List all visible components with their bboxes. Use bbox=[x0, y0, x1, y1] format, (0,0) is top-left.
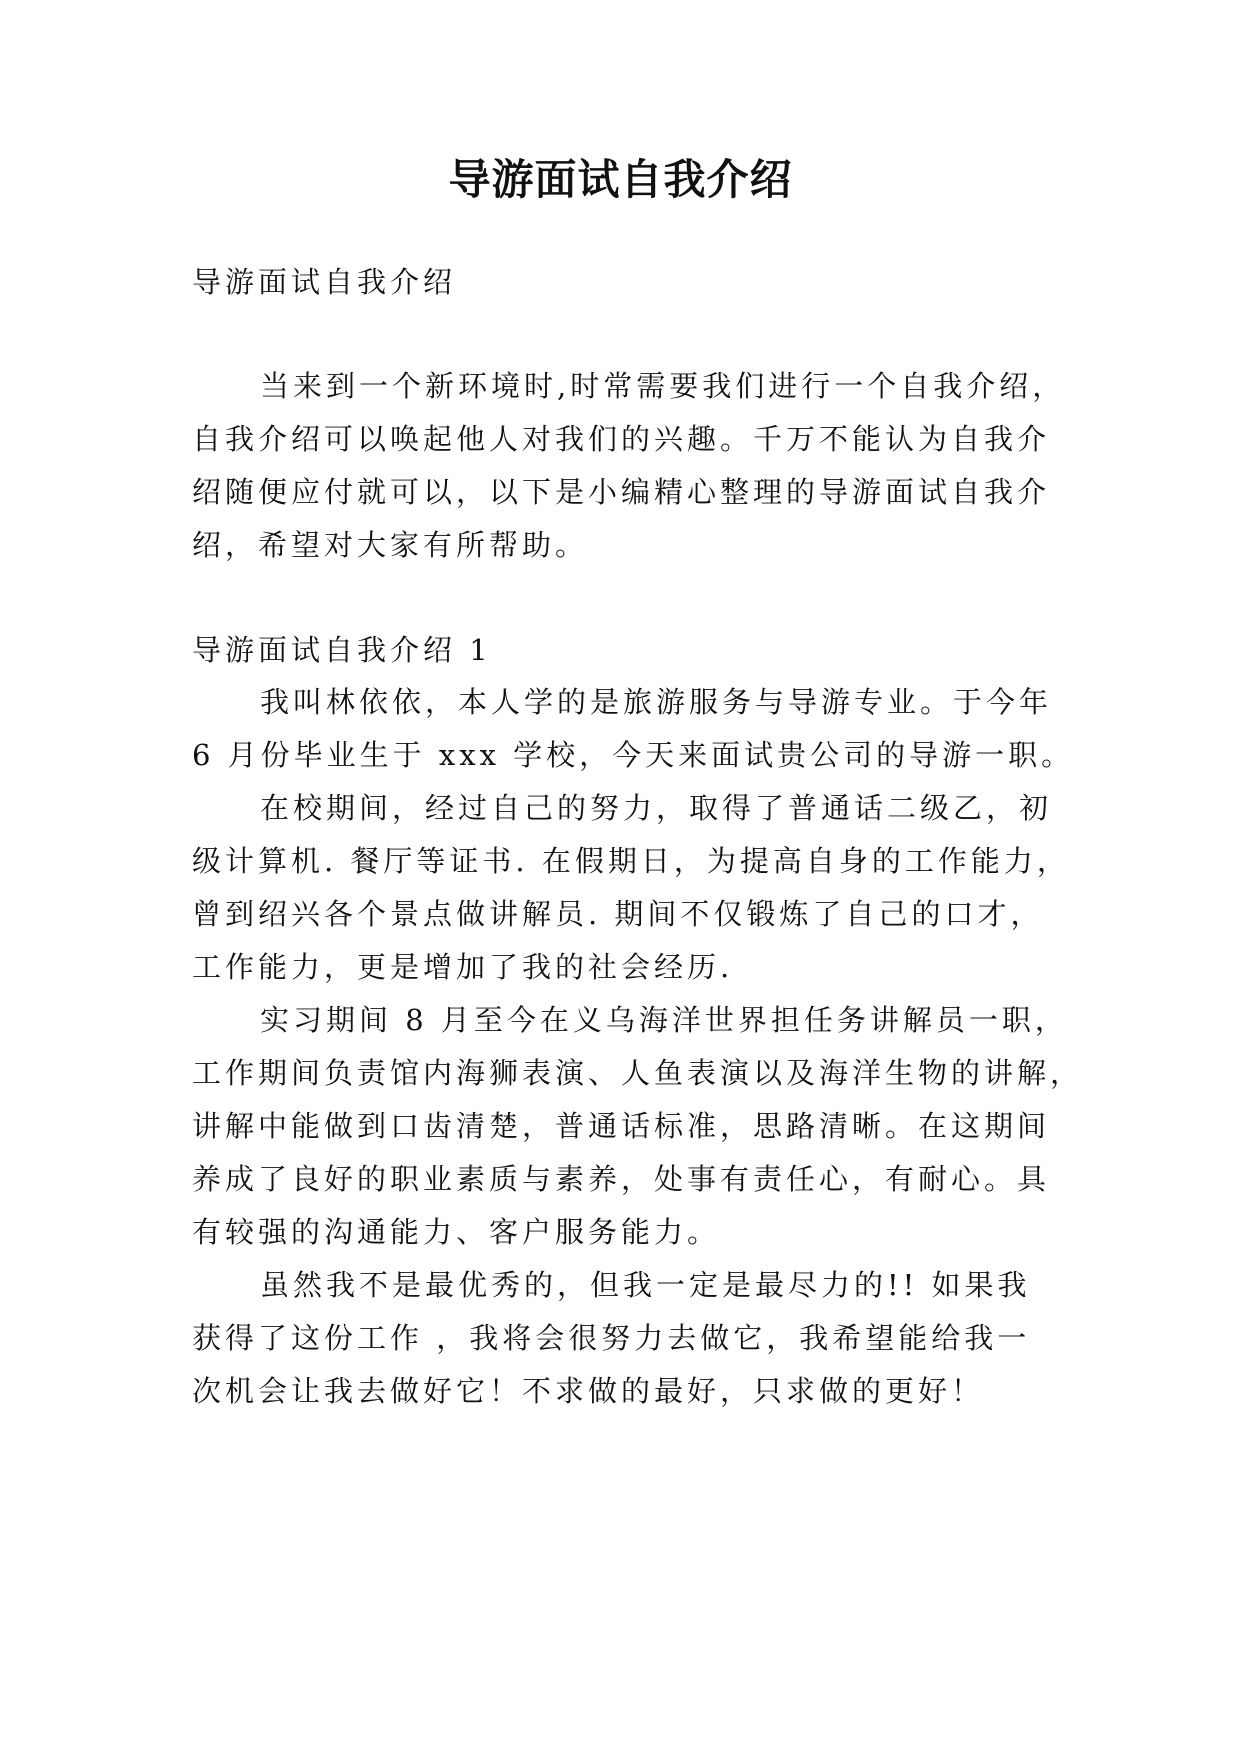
paragraph-line: 养成了良好的职业素质与素养，处事有责任心，有耐心。具 bbox=[192, 1162, 1051, 1196]
paragraph-line: 实习期间 8 月至今在义乌海洋世界担任务讲解员一职， bbox=[260, 1003, 1068, 1037]
paragraph-line: 工作能力，更是增加了我的社会经历. bbox=[192, 950, 734, 984]
paragraph-line: 我叫林依依，本人学的是旅游服务与导游专业。于今年 bbox=[260, 685, 1053, 719]
paragraph-line: 工作期间负责馆内海狮表演、人鱼表演以及海洋生物的讲解， bbox=[192, 1056, 1084, 1090]
paragraph-line: 级计算机. 餐厅等证书. 在假期日，为提高自身的工作能力， bbox=[192, 844, 1070, 878]
paragraph-line: 虽然我不是最优秀的，但我一定是最尽力的!! 如果我 bbox=[260, 1268, 1031, 1302]
intro-line: 绍随便应付就可以，以下是小编精心整理的导游面试自我介 bbox=[192, 475, 1051, 509]
paragraph-line: 次机会让我去做好它！不求做的最好，只求做的更好！ bbox=[192, 1374, 985, 1408]
intro-line: 当来到一个新环境时,时常需要我们进行一个自我介绍， bbox=[260, 369, 1066, 403]
document-title: 导游面试自我介绍 bbox=[448, 155, 793, 204]
paragraph-line: 曾到绍兴各个景点做讲解员. 期间不仅锻炼了自己的口才， bbox=[192, 897, 1044, 931]
paragraph-line: 有较强的沟通能力、客户服务能力。 bbox=[192, 1215, 721, 1249]
intro-line: 绍，希望对大家有所帮助。 bbox=[192, 528, 589, 562]
paragraph-line: 6 月份毕业生于 xxx 学校，今天来面试贵公司的导游一职。 bbox=[192, 738, 1075, 772]
paragraph-line: 在校期间，经过自己的努力，取得了普通话二级乙，初 bbox=[260, 791, 1053, 825]
intro-line: 自我介绍可以唤起他人对我们的兴趣。千万不能认为自我介 bbox=[192, 422, 1051, 456]
document-subtitle: 导游面试自我介绍 bbox=[192, 265, 457, 299]
section-heading: 导游面试自我介绍 1 bbox=[192, 633, 492, 667]
paragraph-line: 讲解中能做到口齿清楚，普通话标准，思路清晰。在这期间 bbox=[192, 1109, 1051, 1143]
paragraph-line: 获得了这份工作 ，我将会很努力去做它，我希望能给我一 bbox=[192, 1321, 1031, 1355]
